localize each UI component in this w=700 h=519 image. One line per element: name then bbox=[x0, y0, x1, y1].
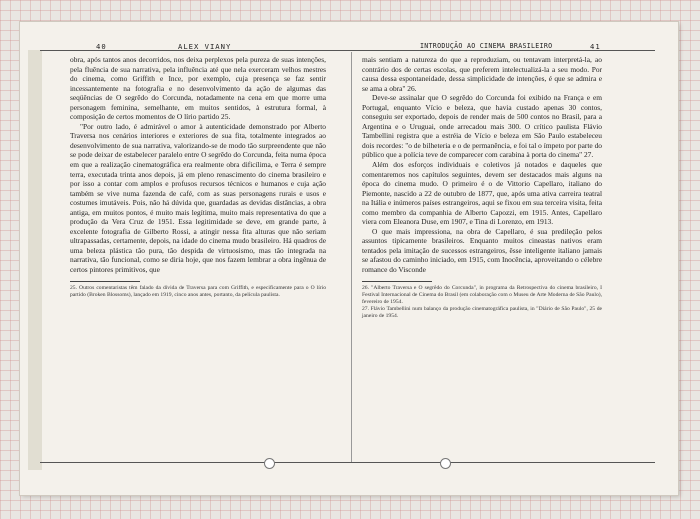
paragraph: obra, após tantos anos decorridos, nos deixa perplexos pela pureza de suas intenções, pela fluência de sua narrativa, pela influência até que nela exerceram velhos mestres do cinema, como Griffith e Ince, por exemplo, cuja presença se faz sentir incessantemente na fotografia e no desenvolvimento da ação de algumas das seqüências de O segrêdo do Corcunda, notadamente na cena em que morre uma personagem feminina, semelhante, em muitos sentidos, à estrutura formal, à composição de certos momentos de O lírio partido 25. bbox=[70, 55, 326, 122]
left-page-body bbox=[70, 55, 326, 299]
footnote-rule bbox=[362, 281, 432, 282]
frame-top-line bbox=[40, 50, 655, 51]
right-page-number: 41 bbox=[590, 42, 601, 51]
frame-bottom-line bbox=[40, 462, 655, 463]
right-running-head: INTRODUÇÃO AO CINEMA BRASILEIRO bbox=[420, 42, 553, 50]
punch-hole bbox=[264, 458, 275, 469]
paragraph: O que mais impressiona, na obra de Capellaro, é sua predileção pelos assuntos tipicamente brasileiros. Enquanto muitos cineastas nativos eram tentados pela imitação de sucessos estrangeiros, êsse inteligente italiano jamais se afastou do caminho iniciado, em 1915, com Inocência, aproveitando o célebre romance do Visconde bbox=[362, 226, 602, 275]
tape-strip-left bbox=[28, 50, 42, 470]
footnote: 25. Outros comentaristas têm falado da dívida de Traversa para com Griffith, e especificamente para o O lírio partido (Broken Blossoms), lançado em 1919, cinco anos antes, portanto, da película paulista. bbox=[70, 284, 326, 298]
right-page-body bbox=[362, 55, 602, 320]
paragraph: Além dos esforços individuais e coletivos já notados e daqueles que comentaremos nos capítulos seguintes, devem ser destacados mais alguns na época do cinema mudo. O primeiro é o de Vittorio Capellaro, italiano do Piemonte, nascido a 22 de outubro de 1877, que, após uma ativa carreira teatral na Itália e inúmeros países estrangeiros, aqui se fixou em sua terceira visita, feita como membro da companhia de Alberto Capozzi, em 1915. Antes, Capellaro viera com Eleanora Duse, em 1907, e Tina di Lorenzo, em 1913. bbox=[362, 160, 602, 227]
left-page-number: 40 bbox=[96, 42, 107, 51]
paragraph: mais sentiam a natureza do que a reproduziam, ou tentavam interpretá-la, ao contrário dos de certas escolas, que preferem intelectualizá-la a seu modo. Por causa dessa espontaneidade, dessa simplicidade de intenções, é que se admira e se ama a obra" 26. bbox=[362, 55, 602, 93]
paragraph: "Por outro lado, é admirável o amor à autenticidade demonstrado por Alberto Traversa nos cenários interiores e exteriores de sua fita, totalmente integrados ao desenvolvimento de sua narrativa, valorizando-se de modo tão surpreendente que não se pode deixar de estabelecer paralelo entre O segrêdo do Corcunda, feita numa época em que a realização cinematográfica era realmente obra dificílima, e Terra é sempre terra, executada trinta anos depois, já em pleno renascimento do cinema brasileiro e por isso a contar com amplos e profusos recursos técnicos e humanos e cuja ação também se vive numa fazenda de café, com as suas personagens rurais e usos e costumes imutáveis. Pois, não há dúvida que, guardadas as devidas distâncias, a obra antiga, em muitos pontos, é muito mais legítima, muito mais representativa do que a produção da Vera Cruz de 1951. Essa legitimidade se deve, em grande parte, à excelente fotografia de Gilberto Rossi, a atingir nessa fita alturas que não seriam ultrapassadas, certamente, depois, na idade do cinema mudo brasileiro. Há quadros de uma beleza plástica tão pura, tão despida de virtuosismo, mas tão integrada na narrativa, tão funcional, como se diria hoje, que nos fazem lembrar a obra ingênua de certos pintores primitivos, que bbox=[70, 121, 326, 275]
footnote-rule bbox=[70, 281, 140, 282]
footnote: 26. "Alberto Traversa e O segrêdo do Corcunda", in programa da Retrospectiva do cinema brasileiro, I Festival Internacional de Cinema do Brasil (em colaboração com o Museu de Arte Moderna de São Paulo), fevereiro de 1954. bbox=[362, 284, 602, 305]
punch-hole bbox=[440, 458, 451, 469]
left-running-head: ALEX VIANY bbox=[178, 42, 232, 51]
gutter-line bbox=[351, 52, 352, 462]
footnote: 27. Flávio Tambellini num balanço da produção cinematográfica paulista, in "Diário de São Paulo", 25 de janeiro de 1954. bbox=[362, 305, 602, 319]
paragraph: Deve-se assinalar que O segrêdo do Corcunda foi exibido na França e em Portugal, enquanto Vício e beleza, que havia custado apenas 30 contos, conseguiu ser exportado, depois de render mais de 500 contos no Brasil, para a Argentina e o Uruguai, onde arrecadou mais 300. O crítico paulista Flávio Tambellini registra que a estréia de Vício e beleza em São Paulo estabeleceu dois recordes: "o de bilheteria e o de permanência, e foi tal o ímpeto por parte do público que a polícia teve de comparecer com carabina à porta do cinema" 27. bbox=[362, 93, 602, 160]
